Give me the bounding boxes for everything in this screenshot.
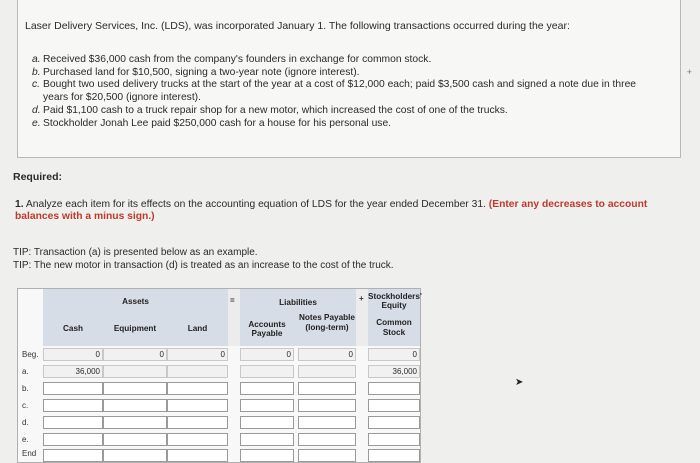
input-e-notes-payable[interactable]: [298, 433, 356, 446]
input-c-accounts-payable[interactable]: [240, 399, 294, 412]
col-header-land: Land: [187, 324, 208, 333]
input-b-notes-payable[interactable]: [298, 382, 356, 395]
transaction-item-e: e. Stockholder Jonah Lee paid $250,000 cash for a house for his personal use.: [32, 117, 392, 129]
input-e-accounts-payable[interactable]: [240, 433, 294, 446]
cell-beg-equipment: 0: [103, 348, 167, 361]
input-end-common-stock[interactable]: [368, 449, 420, 462]
row-label-a: a.: [22, 367, 29, 376]
col-header-notes-payable: Notes Payable (long-term): [299, 313, 355, 332]
col-header-common-stock: Common Stock: [376, 318, 412, 337]
row-label-c: c.: [22, 401, 29, 410]
input-end-cash[interactable]: [43, 449, 103, 462]
mouse-cursor-icon: ➤: [515, 377, 524, 388]
input-end-land[interactable]: [167, 449, 228, 462]
input-b-accounts-payable[interactable]: [240, 382, 294, 395]
cell-a-accounts-payable: [240, 365, 294, 378]
col-header-equipment: Equipment: [113, 324, 157, 333]
input-c-cash[interactable]: [43, 399, 103, 412]
input-e-cash[interactable]: [43, 433, 103, 446]
input-b-equipment[interactable]: [103, 382, 167, 395]
plus-sign: +: [359, 294, 364, 303]
input-end-equipment[interactable]: [103, 449, 167, 462]
input-b-land[interactable]: [167, 382, 228, 395]
col-header-cash: Cash: [62, 324, 84, 333]
input-c-notes-payable[interactable]: [298, 399, 356, 412]
input-d-cash[interactable]: [43, 416, 103, 429]
cell-beg-accounts-payable: 0: [240, 348, 294, 361]
cell-a-cash: 36,000: [43, 365, 103, 378]
cell-beg-cash: 0: [43, 348, 103, 361]
transaction-item-c: c. Bought two used delivery trucks at the start of the year at a cost of $12,000 each; paid $3,500 cash and signed a note due in three years for $20,500 (ignore interest).: [32, 79, 637, 104]
col-header-accounts-payable: Accounts Payable: [248, 320, 286, 338]
transaction-item-a: a. Received $36,000 cash from the company's founders in exchange for common stock.: [32, 54, 432, 65]
transaction-item-b: b. Purchased land for $10,500, signing a two-year note (ignore interest).: [32, 66, 360, 78]
input-end-notes-payable[interactable]: [298, 449, 356, 462]
cell-a-land: [167, 365, 228, 378]
input-d-accounts-payable[interactable]: [240, 416, 294, 429]
tip-example: TIP: Transaction (a) is presented below as an example.: [13, 247, 258, 258]
input-c-equipment[interactable]: [103, 399, 167, 412]
row-label-beg: Beg.: [22, 350, 39, 359]
input-b-cash[interactable]: [43, 382, 103, 395]
question-text: Analyze each item for its effects on the accounting equation of LDS for the year ended December 31.: [25, 199, 486, 210]
cell-beg-common-stock: 0: [368, 348, 420, 361]
row-label-end: End: [22, 449, 37, 458]
assets-group-header: Assets: [122, 297, 149, 306]
input-end-accounts-payable[interactable]: [240, 449, 294, 462]
cell-a-common-stock: 36,000: [368, 365, 420, 378]
input-d-equipment[interactable]: [103, 416, 167, 429]
input-c-common-stock[interactable]: [368, 399, 420, 412]
transaction-item-d: d. Paid $1,100 cash to a truck repair shop for a new motor, which increased the cost of one of the trucks.: [32, 104, 508, 116]
cell-beg-land: 0: [167, 348, 228, 361]
question-instruction: (Enter any decreases to account balances with a minus sign.): [15, 199, 648, 222]
equity-group-header: Stockholders' Equity: [368, 292, 422, 310]
question-number: 1.: [15, 199, 24, 210]
input-c-land[interactable]: [167, 399, 228, 412]
accounting-equation-table: [17, 288, 421, 463]
input-d-land[interactable]: [167, 416, 228, 429]
question-1: [15, 199, 675, 223]
cell-a-equipment: [103, 365, 167, 378]
equals-sign: =: [230, 296, 235, 305]
plus-icon: +: [686, 67, 692, 77]
cell-a-notes-payable: [298, 365, 356, 378]
input-e-common-stock[interactable]: [368, 433, 420, 446]
transaction-list: [32, 54, 662, 130]
problem-intro: Laser Delivery Services, Inc. (LDS), was incorporated January 1. The following transactions occurred during the year:: [25, 20, 570, 32]
row-label-d: d.: [22, 418, 29, 427]
required-heading: Required:: [13, 171, 63, 183]
row-label-e: e.: [22, 435, 29, 444]
tip-motor: TIP: The new motor in transaction (d) is treated as an increase to the cost of the truck.: [13, 260, 394, 271]
input-e-land[interactable]: [167, 433, 228, 446]
input-e-equipment[interactable]: [103, 433, 167, 446]
cell-beg-notes-payable: 0: [298, 348, 356, 361]
row-label-b: b.: [22, 384, 29, 393]
input-b-common-stock[interactable]: [368, 382, 420, 395]
input-d-common-stock[interactable]: [368, 416, 420, 429]
liabilities-group-header: Liabilities: [279, 298, 317, 307]
input-d-notes-payable[interactable]: [298, 416, 356, 429]
